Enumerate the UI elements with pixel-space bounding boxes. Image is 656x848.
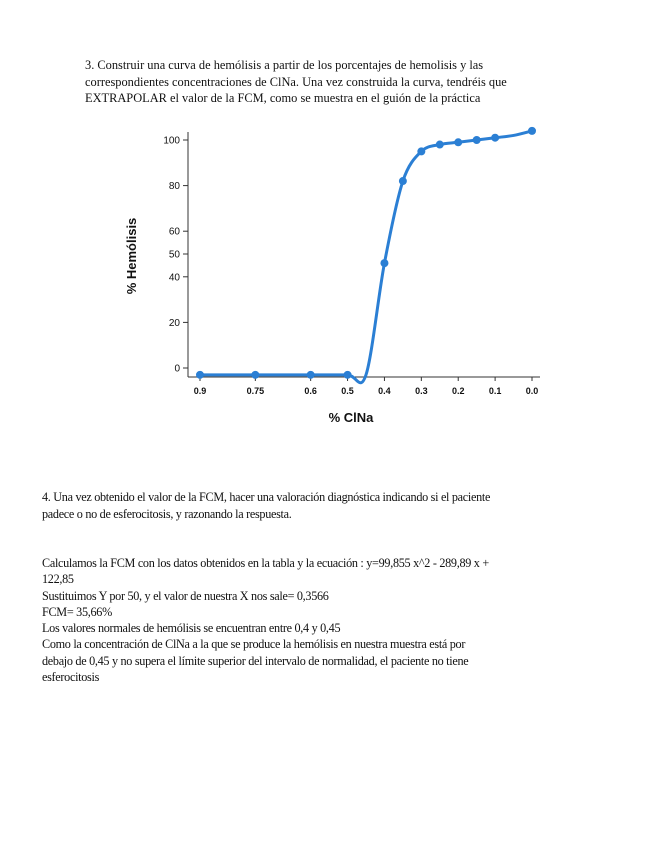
answer-line: debajo de 0,45 y no supera el límite superior del intervalo de normalidad, el paciente no tiene (42, 653, 469, 668)
data-point-marker (436, 141, 444, 149)
hemolysis-curve-chart (118, 118, 558, 438)
x-tick-label: 0.5 (341, 386, 354, 396)
y-axis-label: % Hemólisis (124, 217, 139, 295)
answer-line: 122,85 (42, 572, 74, 587)
x-tick-label: 0.2 (451, 386, 465, 396)
answer-line: Sustituimos Y por 50, y el valor de nuestra X nos sale= 0,3566 (42, 588, 329, 603)
data-point-marker (196, 371, 204, 379)
x-tick-label: 0.1 (488, 386, 502, 396)
y-tick-label: 100 (163, 135, 180, 147)
x-tick-label: 0.0 (525, 386, 539, 396)
x-tick-label: 0.75 (246, 386, 265, 396)
answer-line: Calculamos la FCM con los datos obtenidos en la tabla y la ecuación : y=99,855 x^2 - 289,89 x + (42, 556, 489, 570)
answer-line: FCM= 35,66% (42, 604, 112, 619)
y-tick-label: 80 (168, 181, 180, 193)
data-point-marker (399, 177, 407, 185)
question-4-line: padece o no de esferocitosis, y razonando la respuesta. (42, 507, 292, 521)
y-tick-label: 60 (168, 226, 180, 238)
question-3-line: correspondientes concentraciones de ClNa. Una vez construida la curva, tendréis que (85, 74, 507, 89)
data-point-marker (417, 147, 425, 155)
question-3-line: EXTRAPOLAR el valor de la FCM, como se muestra en el guión de la práctica (85, 91, 481, 105)
answer-text (42, 555, 617, 685)
answer-line: esferocitosis (42, 670, 100, 685)
x-tick-label: 0.4 (378, 386, 391, 396)
data-point-marker (380, 259, 388, 267)
question-4-line: 4. Una vez obtenido el valor de la FCM, hacer una valoración diagnóstica indicando si el paciente (42, 490, 491, 504)
question-3-text (85, 57, 585, 107)
data-point-marker (528, 127, 536, 135)
answer-line: Los valores normales de hemólisis se encuentran entre 0,4 y 0,45 (42, 621, 341, 636)
hemolysis-series-line (200, 131, 532, 383)
question-4-text (42, 489, 617, 523)
x-axis-label: % ClNa (328, 410, 374, 425)
y-tick-label: 20 (168, 317, 180, 329)
data-point-marker (454, 138, 462, 146)
y-tick-label: 0 (174, 363, 180, 375)
data-point-marker (344, 371, 352, 379)
x-tick-label: 0.6 (304, 386, 317, 396)
y-tick-label: 50 (168, 249, 180, 261)
x-tick-label: 0.3 (415, 386, 428, 396)
y-tick-label: 40 (168, 272, 180, 284)
data-point-marker (307, 371, 315, 379)
data-point-marker (473, 136, 481, 144)
answer-line: Como la concentración de ClNa a la que se produce la hemólisis en nuestra muestra está por (42, 637, 466, 652)
question-3-line: 3. Construir una curva de hemólisis a partir de los porcentajes de hemolisis y las (85, 58, 484, 72)
data-point-marker (491, 134, 499, 142)
data-point-marker (251, 371, 259, 379)
x-tick-label: 0.9 (193, 386, 207, 396)
